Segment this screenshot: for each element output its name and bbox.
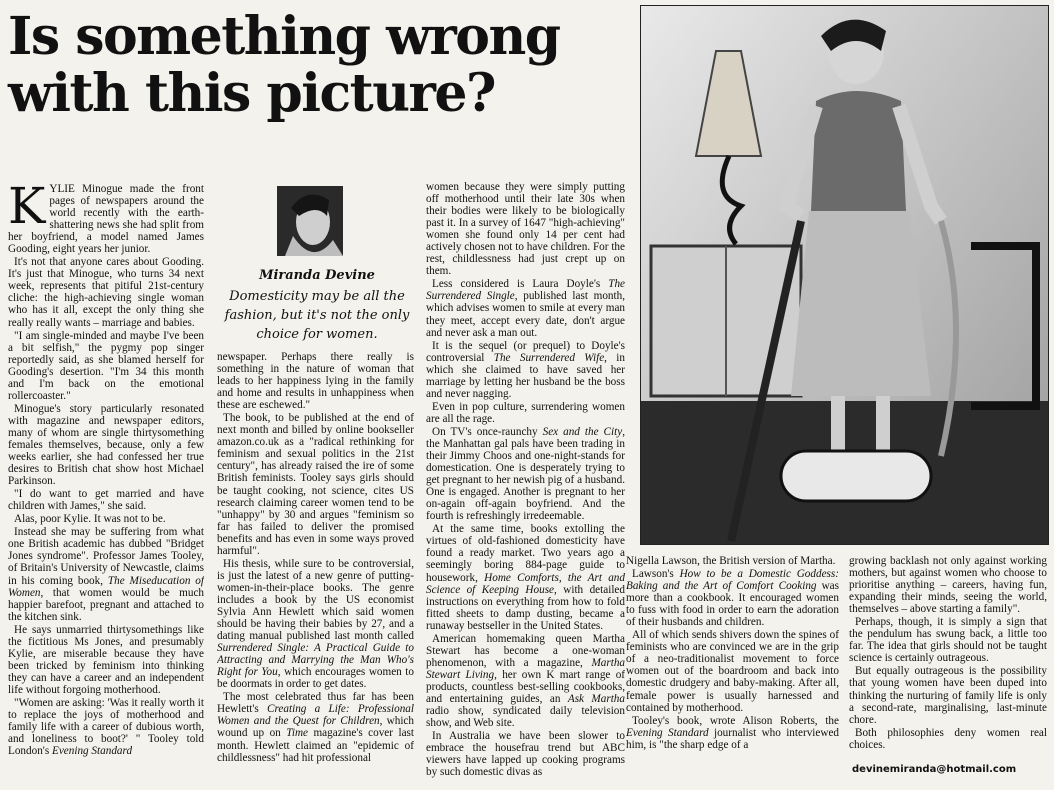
paragraph: Nigella Lawson, the British version of Martha. (626, 555, 836, 567)
article-column-5 (849, 555, 1047, 755)
paragraph: Less considered is Laura Doyle's The Surrendered Single, published last month, which advises women to smile at every man they meet, accept every date, don't argue and never ask a man out. (426, 278, 625, 339)
paragraph: Alas, poor Kylie. It was not to be. (14, 513, 166, 526)
article-column-4 (626, 555, 839, 783)
article-column-1 (8, 183, 204, 783)
author-portrait (277, 186, 343, 256)
paragraph: Tooley's book, wrote Alison Roberts, the Evening Standard journalist who interviewed him, is "the sharp edge of a (626, 714, 839, 751)
standfirst: Domesticity may be all the fashion, but it's not the only choice for women. (224, 289, 410, 342)
paragraph: American homemaking queen Martha Stewart has become a one-woman phenomenon, with a magazine, Martha Stewart Living, her own K mart range of products, countless best-selling cookbooks, and entertaining guides, an Ask Martha radio show, syndicated daily television show, and Web site. (426, 632, 625, 730)
author-name: Miranda Devine (259, 268, 375, 283)
headline: Is something wrong with this picture? (8, 6, 560, 124)
paragraph: Both philosophies deny women real choices. (849, 726, 1047, 751)
paragraph: His thesis, while sure to be controversial, is just the latest of a new genre of putting-women-in-their-place books. The genre includes a book by the US economist Sylvia Ann Hewlett which said women should be having their babies by 27, and a dating manual published last month called Surrendered Single: A Practical Guide to Attracting and Marrying the Man Who's Right for You, which encourages women to be doormats in order to get dates. (217, 557, 414, 691)
paragraph: The book, to be published at the end of next month and billed by online bookseller amazon.co.uk as a "radical rethinking for feminism and sexual politics in the 21st century", has already raised the ire of some British feminists. Tooley says girls should be taught cooking, not science, cites US research claiming career women tend to be "unhappy" by 30 and argues "feminism so far has failed to deliver the promised benefits and has even in some ways proved harmful". (217, 412, 414, 557)
paragraph: But equally outrageous is the possibility that young women have been duped into thinking the nurturing of family life is only a second-rate, marginalising, last-minute chore. (849, 665, 1047, 726)
paragraph: All of which sends shivers down the spines of feminists who are convinced we are in the grip of a neo-traditionalist movement to force women out of the boardroom and back into domestic drudgery and baby-making. After all, female power is usually harnessed and contained by motherhood. (626, 629, 839, 714)
paragraph: women because they were simply putting off motherhood until their late 30s when their bodies were likely to be biologically past it. In a survey of 1647 "high-achieving" women she found only 14 per cent had actively chosen not to have children. For the rest, childlessness had just crept up on them. (426, 181, 625, 278)
paragraph: "I am single-minded and maybe I've been a bit selfish," the pygmy pop singer reportedly said, as she blamed herself for Gooding's desertion. "I'm 34 this month and I'm back on the emotional rollercoaster." (8, 329, 204, 402)
paragraph: The most celebrated thus far has been Hewlett's Creating a Life: Professional Women and the Quest for Children, which wound up on Time magazine's cover last month. Hewlett claimed an "epidemic of childlessness" had hit professional (217, 691, 414, 764)
article-column-2 (217, 351, 414, 783)
paragraph: On TV's once-raunchy Sex and the City, the Manhattan gal pals have been trading in their Jimmy Choos and one-night-stands for domestication. One is desperately trying to get pregnant to her newish pig of a husband. One is engaged. Another is pregnant to her on-again off-again boyfriend. And the fourth is refreshingly irredeemable. (426, 425, 625, 523)
article-column-3 (426, 181, 625, 783)
paragraph: growing backlash not only against working mothers, but against women who choose to prioritise anything – careers, having fun, expanding their minds, seeing the world, themselves – above starting a family". (849, 555, 1047, 616)
paragraph: Instead she may be suffering from what one British academic has dubbed "Bridget Jones syndrome". Professor James Tooley, of Britain's University of Newcastle, claims in his coming book, The Miseducation of Women, that women would be much happier barefoot, pregnant and attached to the kitchen sink. (8, 526, 204, 623)
paragraph: It's not that anyone cares about Gooding. It's just that Minogue, who turns 34 next week, represents that pitiful 21st-century cliche: the high-achieving single woman who has it all, except the only thing she really really wants – marriage and babies. (8, 256, 204, 329)
paragraph: YLIE Minogue made the front pages of newspapers around the world recently with the earth-shattering news she had split from her boyfriend, a model named James Gooding, eight years her junior. (8, 183, 204, 256)
paragraph: newspaper. Perhaps there really is something in the nature of woman that leads to her happiness lying in the family and home and results in unhappiness when these are eschewed." (217, 351, 414, 412)
paragraph: "I do want to get married and have children with James," she said. (8, 488, 204, 513)
paragraph: Lawson's How to be a Domestic Goddess: Baking and the Art of Comfort Cooking was more than a cookbook. It encouraged women to fuss with food in order to earn the adoration of their husbands and children. (626, 568, 839, 629)
paragraph: "Women are asking: 'Was it really worth it to replace the joys of motherhood and family life with a career of dubious worth, and loneliness to boot?' " Tooley told London's Evening Standard (8, 696, 204, 758)
paragraph: Minogue's story particularly resonated with magazine and newspaper editors, many of whom are single thirtysomething females themselves, because, only a few weeks earlier, she had confessed her true desires to British chat show host Michael Parkinson. (8, 402, 204, 488)
paragraph: Perhaps, though, it is simply a sign that the pendulum has swung back, a little too far. The idea that girls should not be taught science is certainly outrageous. (849, 616, 1047, 665)
paragraph: In Australia we have been slower to embrace the housefrau trend but ABC viewers have lapped up cooking programs by such domestic divas as (426, 730, 625, 779)
paragraph: Even in pop culture, surrendering women are all the rage. (426, 400, 625, 425)
author-email: devinemiranda@hotmail.com (852, 764, 1017, 775)
paragraph: At the same time, books extolling the virtues of old-fashioned domesticity have found a ready market. Two years ago a seemingly boring 884-page guide to housework, Home Comforts, the Art and Science of Keeping House, with detailed instructions on everything from how to fold fitted sheets to damp dusting, became a runaway bestseller in the United States. (426, 523, 625, 632)
drop-cap: K (8, 183, 46, 235)
photo-woman-vacuuming (640, 5, 1049, 545)
paragraph: He says unmarried thirtysomethings like the fictitious Ms Jones, and presumably Kylie, are miserable because they have been tricked by feminism into thinking they can have a career and an independent life without forgoing motherhood. (8, 623, 204, 696)
byline (222, 268, 412, 344)
paragraph: It is the sequel (or prequel) to Doyle's controversial The Surrendered Wife, in which she claimed to have saved her marriage by letting her husband be the boss and never nagging. (426, 339, 625, 400)
